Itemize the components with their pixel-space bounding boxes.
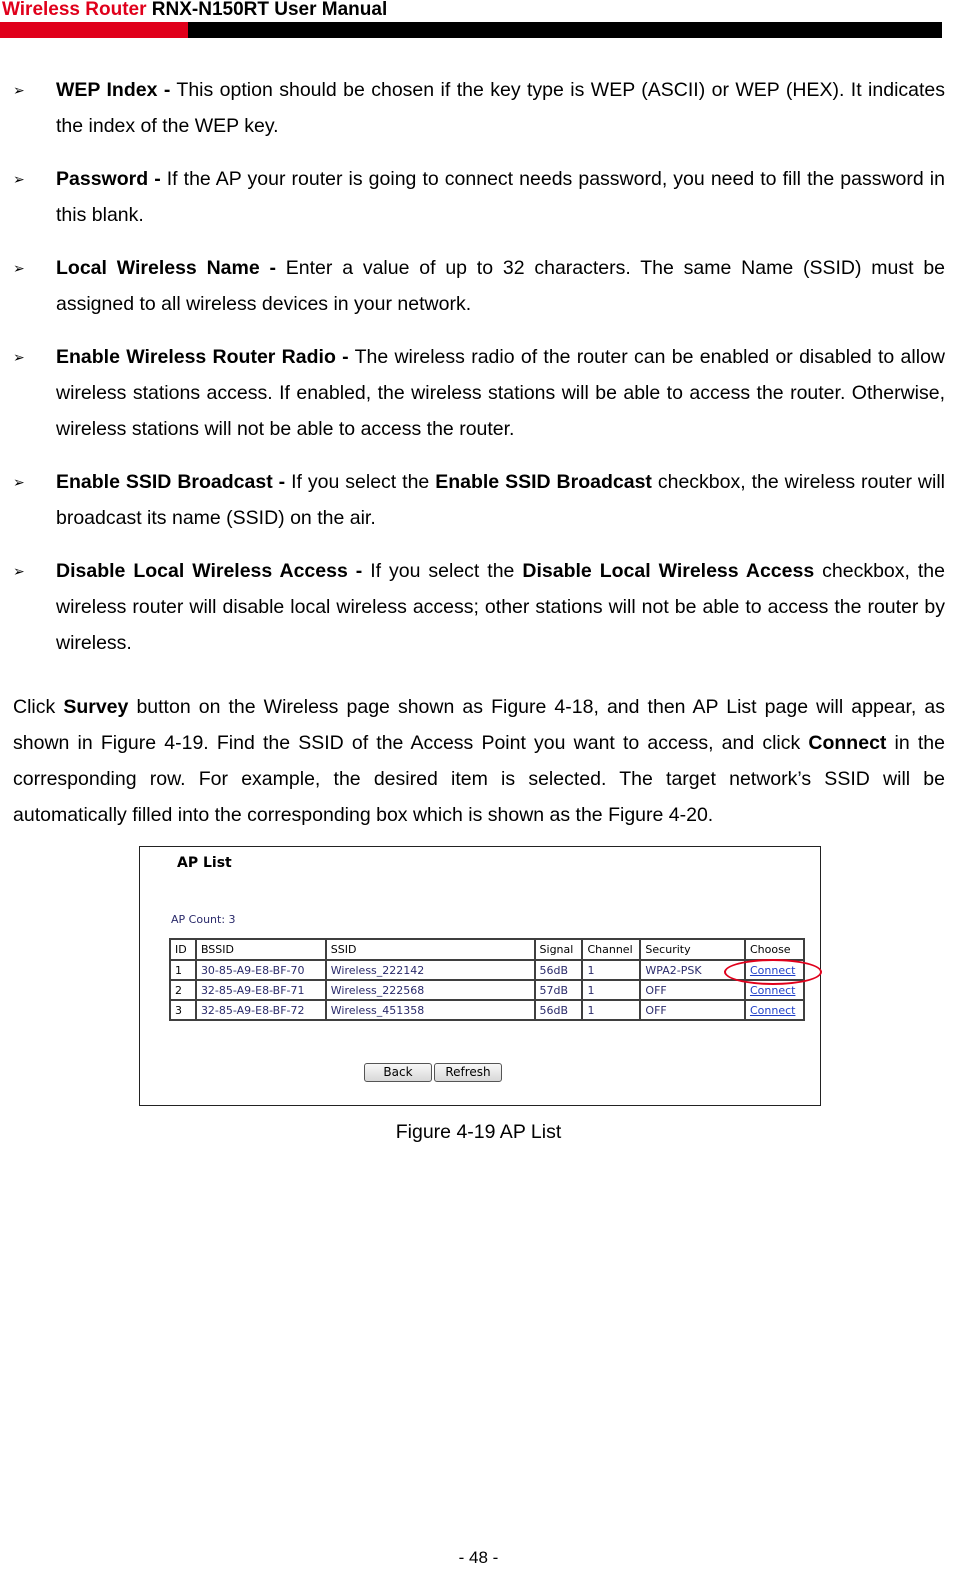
cell-channel: 1 — [582, 960, 640, 980]
bullet-disable-local-access — [13, 553, 945, 661]
cell-ssid: Wireless_451358 — [326, 1000, 535, 1020]
bullet-term: Password - — [56, 168, 161, 190]
bullet-text: Enter a value of up to 32 characters. The same Name (SSID) must be assigned to all wireless devices in your network. — [56, 257, 946, 315]
cell-ssid: Wireless_222142 — [326, 960, 535, 980]
bullet-arrow-icon: ➢ — [13, 563, 25, 579]
table-row — [170, 980, 804, 1000]
bullet-term: Enable SSID Broadcast - — [56, 471, 286, 493]
header-bar-red — [0, 22, 188, 38]
bullet-arrow-icon: ➢ — [13, 260, 25, 276]
ap-table — [169, 938, 805, 1021]
ap-list-figure — [139, 846, 821, 1106]
cell-bssid: 30-85-A9-E8-BF-70 — [196, 960, 326, 980]
connect-link[interactable]: Connect — [749, 1003, 796, 1017]
header-bar-black — [188, 22, 942, 38]
col-header-signal: Signal — [535, 939, 583, 960]
cell-bssid: 32-85-A9-E8-BF-72 — [196, 1000, 326, 1020]
bullet-text: If you select the — [362, 560, 523, 582]
bullet-text: checkbox, the wireless router will broadcast its name (SSID) on the air. — [56, 471, 945, 529]
cell-ssid: Wireless_222568 — [326, 980, 535, 1000]
cell-signal: 57dB — [535, 980, 583, 1000]
table-row — [170, 960, 804, 980]
bullet-term: Local Wireless Name - — [56, 257, 276, 279]
para-bold-survey: Survey — [63, 696, 129, 718]
ap-count: AP Count: 3 — [171, 913, 236, 926]
ap-list-title: AP List — [177, 855, 232, 871]
bullet-text: The wireless radio of the router can be enabled or disabled to allow wireless stations access. If enabled, the wireless stations will be able to access the router. Otherwise, wireless stations will not be able to access the router. — [56, 346, 945, 440]
cell-channel: 1 — [582, 980, 640, 1000]
bullet-enable-radio — [13, 339, 945, 447]
cell-id: 2 — [170, 980, 196, 1000]
cell-id: 3 — [170, 1000, 196, 1020]
bullet-term: WEP Index - — [56, 79, 171, 101]
bullet-term: Enable Wireless Router Radio - — [56, 346, 349, 368]
cell-id: 1 — [170, 960, 196, 980]
bullet-arrow-icon: ➢ — [13, 82, 25, 98]
col-header-channel: Channel — [582, 939, 640, 960]
bullet-term: Disable Local Wireless Access - — [56, 560, 363, 582]
col-header-choose: Choose — [745, 939, 804, 960]
col-header-id: ID — [170, 939, 196, 960]
refresh-button[interactable]: Refresh — [434, 1063, 502, 1082]
back-button[interactable]: Back — [364, 1063, 432, 1082]
bullet-bold-ref: Enable SSID Broadcast — [435, 471, 652, 493]
bullet-text: If you select the — [285, 471, 436, 493]
para-text: button on the Wireless page shown as Figure 4-18, and then AP List page will appear, as shown in Figure 4-19. Find the SSID of the Access Point you want to access, and click — [13, 696, 945, 754]
header-brand: Wireless Router — [2, 0, 147, 20]
cell-signal: 56dB — [535, 1000, 583, 1020]
bullet-text: This option should be chosen if the key type is WEP (ASCII) or WEP (HEX). It indicates the index of the WEP key. — [56, 79, 946, 137]
cell-security: OFF — [640, 980, 745, 1000]
connect-link[interactable]: Connect — [749, 983, 796, 997]
col-header-ssid: SSID — [326, 939, 535, 960]
bullet-wep-index — [13, 72, 945, 144]
cell-bssid: 32-85-A9-E8-BF-71 — [196, 980, 326, 1000]
para-text: in the corresponding row. For example, the desired item is selected. The target network’s SSID will be automatically filled into the corresponding box which is shown as the Figure 4-20. — [13, 732, 945, 826]
bullet-arrow-icon: ➢ — [13, 171, 25, 187]
col-header-bssid: BSSID — [196, 939, 326, 960]
bullet-local-wireless-name — [13, 250, 945, 322]
bullet-arrow-icon: ➢ — [13, 474, 25, 490]
para-bold-connect: Connect — [808, 732, 887, 754]
col-header-security: Security — [640, 939, 745, 960]
highlight-circle — [724, 959, 822, 985]
cell-choose — [745, 1000, 804, 1020]
figure-caption: Figure 4-19 AP List — [395, 1121, 562, 1143]
cell-security: OFF — [640, 1000, 745, 1020]
page-header — [0, 0, 957, 40]
cell-security: WPA2-PSK — [640, 960, 745, 980]
table-row — [170, 1000, 804, 1020]
bullet-text: checkbox, the wireless router will disable local wireless access; other stations will not be able to access the router by wireless. — [56, 560, 945, 654]
page-number: - 48 - — [458, 1548, 499, 1567]
bullet-password — [13, 161, 945, 233]
bullet-list — [13, 72, 945, 678]
bullet-enable-ssid-broadcast — [13, 464, 945, 536]
connect-link[interactable]: Connect — [749, 963, 796, 977]
para-text: Click — [13, 696, 64, 718]
table-header-row — [170, 939, 804, 960]
cell-channel: 1 — [582, 1000, 640, 1020]
bullet-bold-ref: Disable Local Wireless Access — [522, 560, 815, 582]
header-title — [2, 0, 387, 20]
cell-signal: 56dB — [535, 960, 583, 980]
body-paragraph — [13, 689, 945, 833]
header-model: RNX-N150RT User Manual — [151, 0, 388, 20]
bullet-arrow-icon: ➢ — [13, 349, 25, 365]
bullet-text: If the AP your router is going to connect needs password, you need to fill the password in this blank. — [56, 168, 945, 226]
